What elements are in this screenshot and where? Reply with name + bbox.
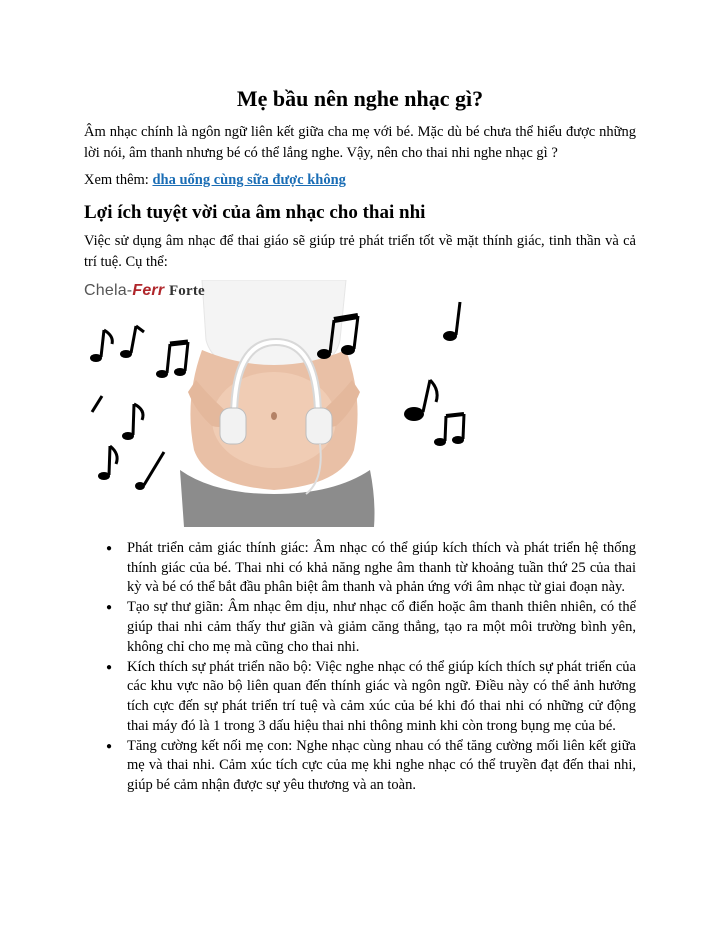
pregnant-woman-headphones-image bbox=[84, 280, 468, 527]
list-item bbox=[84, 658, 636, 736]
see-also-line bbox=[84, 170, 346, 191]
bullet-icon: ● bbox=[106, 543, 113, 554]
list-item bbox=[84, 539, 636, 598]
illustration-svg bbox=[84, 280, 468, 527]
bullet-icon: ● bbox=[106, 602, 113, 614]
section-heading: Lợi ích tuyệt vời của âm nhạc cho thai nhi bbox=[84, 202, 426, 223]
list-item-text: Phát triển cảm giác thính giác: Âm nhạc có thể giúp kích thích và phát triển hệ thống thính giác của bé. Thai nhi có khả năng nghe âm thanh từ khoảng tuần thứ 25 của thai kỳ và bé có thể bắt đầu phân biệt âm thanh và phản ứng với âm nhạc từ giai đoạn này. bbox=[127, 540, 636, 596]
brand-logo: Chela-Ferr Forte bbox=[84, 282, 205, 299]
list-item-text: Kích thích sự phát triển não bộ: Việc nghe nhạc có thể giúp kích thích sự phát triển của các khu vực não bộ liên quan đến thính giác và ngôn ngữ. Điều này có thể ảnh hưởng tích cực đến sự phát triển trí tuệ và cảm xúc của bé khi đó thai nhi có những cử động thai máy đó là 1 trong 3 dấu hiệu thai nhi thông minh khi còn trong bụng mẹ của bé. bbox=[127, 658, 636, 734]
list-item-text: Tăng cường kết nối mẹ con: Nghe nhạc cùng nhau có thể tăng cường mối liên kết giữa mẹ và thai nhi. Cảm xúc tích cực của mẹ khi nghe nhạc có thể truyền đạt đến thai nhi, giúp bé cảm nhận được sự yêu thương và an toàn. bbox=[127, 737, 636, 793]
section-intro-paragraph: Việc sử dụng âm nhạc để thai giáo sẽ giúp trẻ phát triển tốt về mặt thính giác, tinh thần và cả trí tuệ. Cụ thể: bbox=[84, 233, 636, 270]
list-item-text: Tạo sự thư giãn: Âm nhạc êm dịu, như nhạc cổ điển hoặc âm thanh thiên nhiên, có thể giúp thai nhi cảm thấy thư giãn và giảm căng thẳng, tạo ra một môi trường bình yên, không chỉ cho mẹ mà cũng cho thai nhi. bbox=[127, 599, 636, 655]
benefits-list bbox=[84, 539, 636, 796]
page-title: Mẹ bầu nên nghe nhạc gì? bbox=[236, 86, 484, 111]
bullet-icon: ● bbox=[106, 661, 113, 673]
see-also-link[interactable]: dha uống cùng sữa được không bbox=[152, 172, 346, 188]
see-also-prefix: Xem thêm: bbox=[84, 172, 153, 188]
bullet-icon: ● bbox=[106, 740, 113, 752]
list-item bbox=[84, 737, 636, 796]
intro-paragraph: Âm nhạc chính là ngôn ngữ liên kết giữa cha mẹ với bé. Mặc dù bé chưa thể hiểu được những lời nói, âm thanh nhưng bé có thể lắng nghe. Vậy, nên cho thai nhi nghe nhạc gì ? bbox=[84, 124, 636, 161]
list-item bbox=[84, 598, 636, 657]
